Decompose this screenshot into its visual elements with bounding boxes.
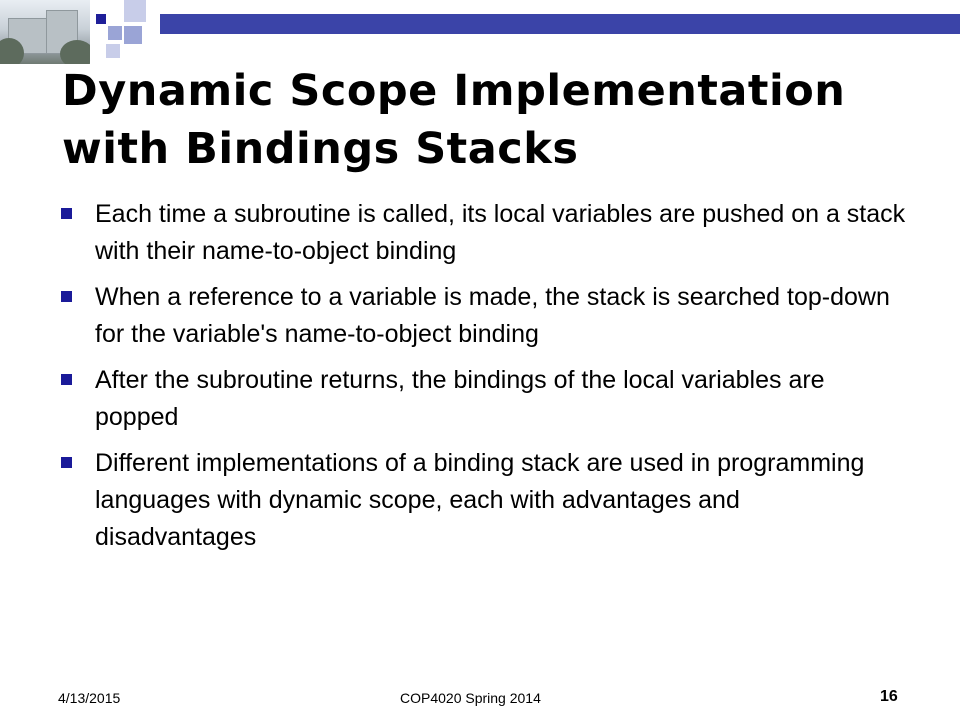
footer-date: 4/13/2015	[58, 690, 121, 706]
square-bullet-icon	[61, 291, 72, 302]
header-square-light	[108, 26, 122, 40]
header-square-lighter-2	[106, 44, 120, 58]
square-bullet-icon	[61, 208, 72, 219]
header-square-navy	[96, 14, 106, 24]
bullet-text: After the subroutine returns, the bindings of the local variables are popped	[95, 366, 825, 431]
header-square-lighter	[124, 0, 146, 22]
bullet-list	[58, 196, 908, 565]
bullet-text: Each time a subroutine is called, its local variables are pushed on a stack with their name-to-object binding	[95, 200, 906, 265]
slide-title-line-1: Dynamic Scope Implementation	[62, 66, 846, 116]
header-bar	[160, 14, 960, 34]
bullet-item	[58, 279, 908, 353]
slide-title	[62, 62, 922, 178]
header-square-light-2	[124, 26, 142, 44]
square-bullet-icon	[61, 457, 72, 468]
square-bullet-icon	[61, 374, 72, 385]
campus-building-photo	[0, 0, 90, 64]
bullet-text: Different implementations of a binding stack are used in programming languages with dynamic scope, each with advantages and disadvantages	[95, 449, 865, 551]
slide-title-line-2: with Bindings Stacks	[62, 124, 579, 174]
footer-course: COP4020 Spring 2014	[400, 690, 541, 706]
bullet-item	[58, 362, 908, 436]
bullet-item	[58, 196, 908, 270]
bullet-text: When a reference to a variable is made, the stack is searched top-down for the variable's name-to-object binding	[95, 283, 890, 348]
bullet-item	[58, 445, 908, 556]
page-number: 16	[880, 688, 898, 705]
